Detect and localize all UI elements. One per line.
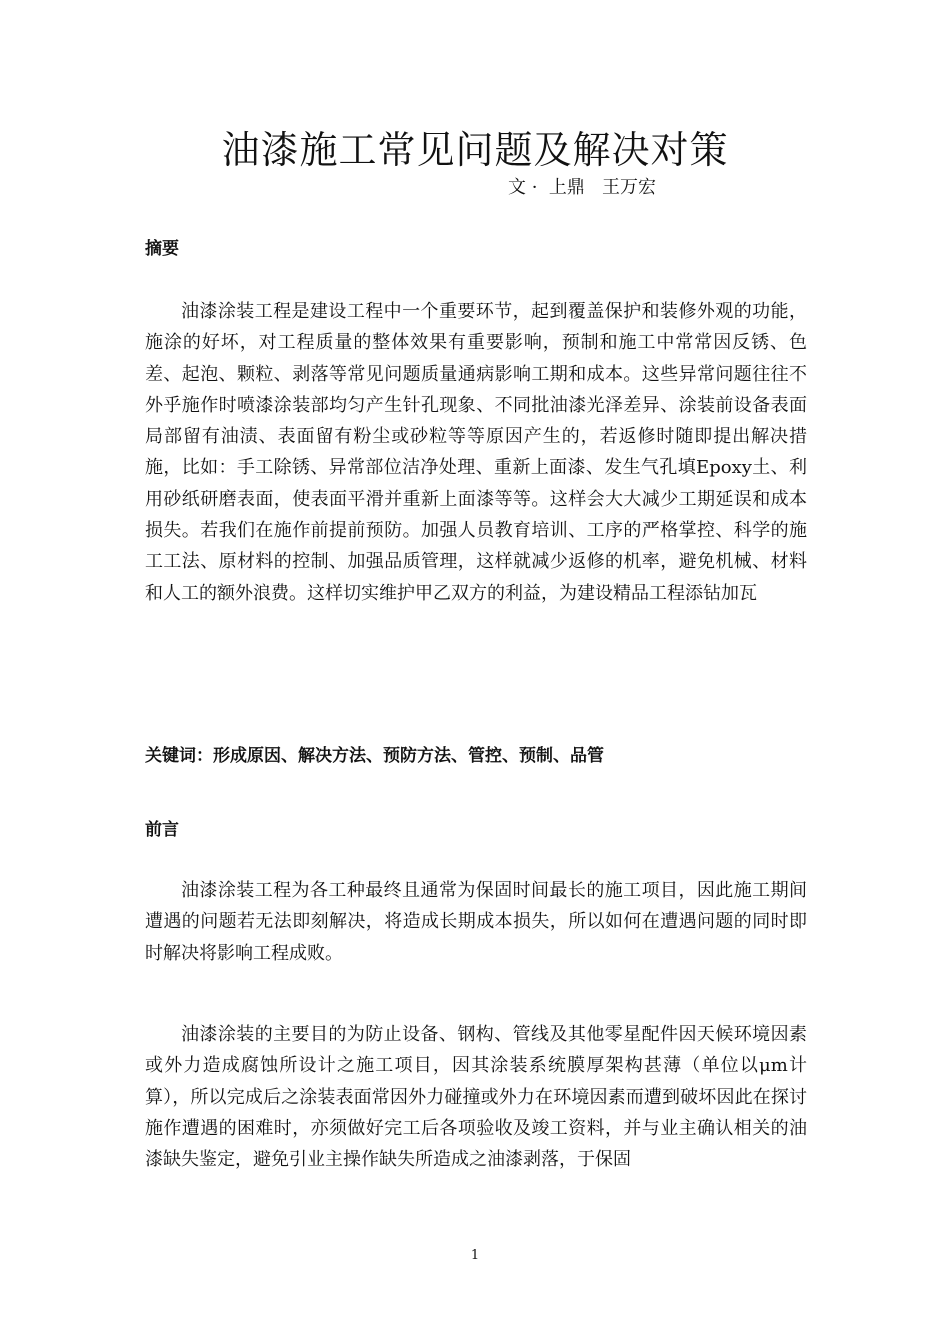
document-title: 油漆施工常见问题及解决对策 (221, 128, 729, 172)
preface-paragraph-2: 油漆涂装的主要目的为防止设备、钢构、管线及其他零星配件因天候环境因素或外力造成腐蚀所设计之施工项目，因其涂装系统膜厚架构甚薄（单位以μm计算），所以完成后之涂装表面常因外力碰撞或外力在环境因素而遭到破坏因此在探讨施作遭遇的困难时，亦须做好完工后各项验收及竣工资料，并与业主确认相关的油漆缺失鉴定，避免引业主操作缺失所造成之油漆剥落，于保固 (145, 1024, 807, 1171)
abstract-paragraph: 油漆涂装工程是建设工程中一个重要环节，起到覆盖保护和装修外观的功能，施涂的好坏，对工程质量的整体效果有重要影响，预制和施工中常常因反锈、色差、起泡、颗粒、剥落等常见问题质量通病影响工期和成本。这些异常问题往往不外乎施作时喷漆涂装部均匀产生针孔现象、不同批油漆光泽差异、涂装前设备表面局部留有油渍、表面留有粉尘或砂粒等等原因产生的，若返修时随即提出解决措施，比如：手工除锈、异常部位洁净处理、重新上面漆、发生气孔填Epoxy土、利用砂纸研磨表面，使表面平滑并重新上面漆等等。这样会大大减少工期延误和成本损失。若我们在施作前提前预防。加强人员教育培训、工序的严格掌控、科学的施工工法、原材料的控制、加强品质管理，这样就减少返修的机率，避免机械、材料和人工的额外浪费。这样切实维护甲乙双方的利益，为建设精品工程添钻加瓦 (145, 301, 807, 604)
keywords-line: 关键词：形成原因、解决方法、预防方法、管控、预制、品管 (145, 746, 604, 766)
preface-heading: 前言 (145, 820, 179, 840)
preface-paragraph-1: 油漆涂装工程为各工种最终且通常为保固时间最长的施工项目，因此施工期间遭遇的问题若无法即刻解决，将造成长期成本损失，所以如何在遭遇问题的同时即时解决将影响工程成败。 (145, 880, 807, 964)
abstract-heading: 摘要 (145, 239, 179, 259)
author-line: 文 · 上鼎 王万宏 (508, 177, 657, 198)
page-number: 1 (470, 1248, 480, 1263)
